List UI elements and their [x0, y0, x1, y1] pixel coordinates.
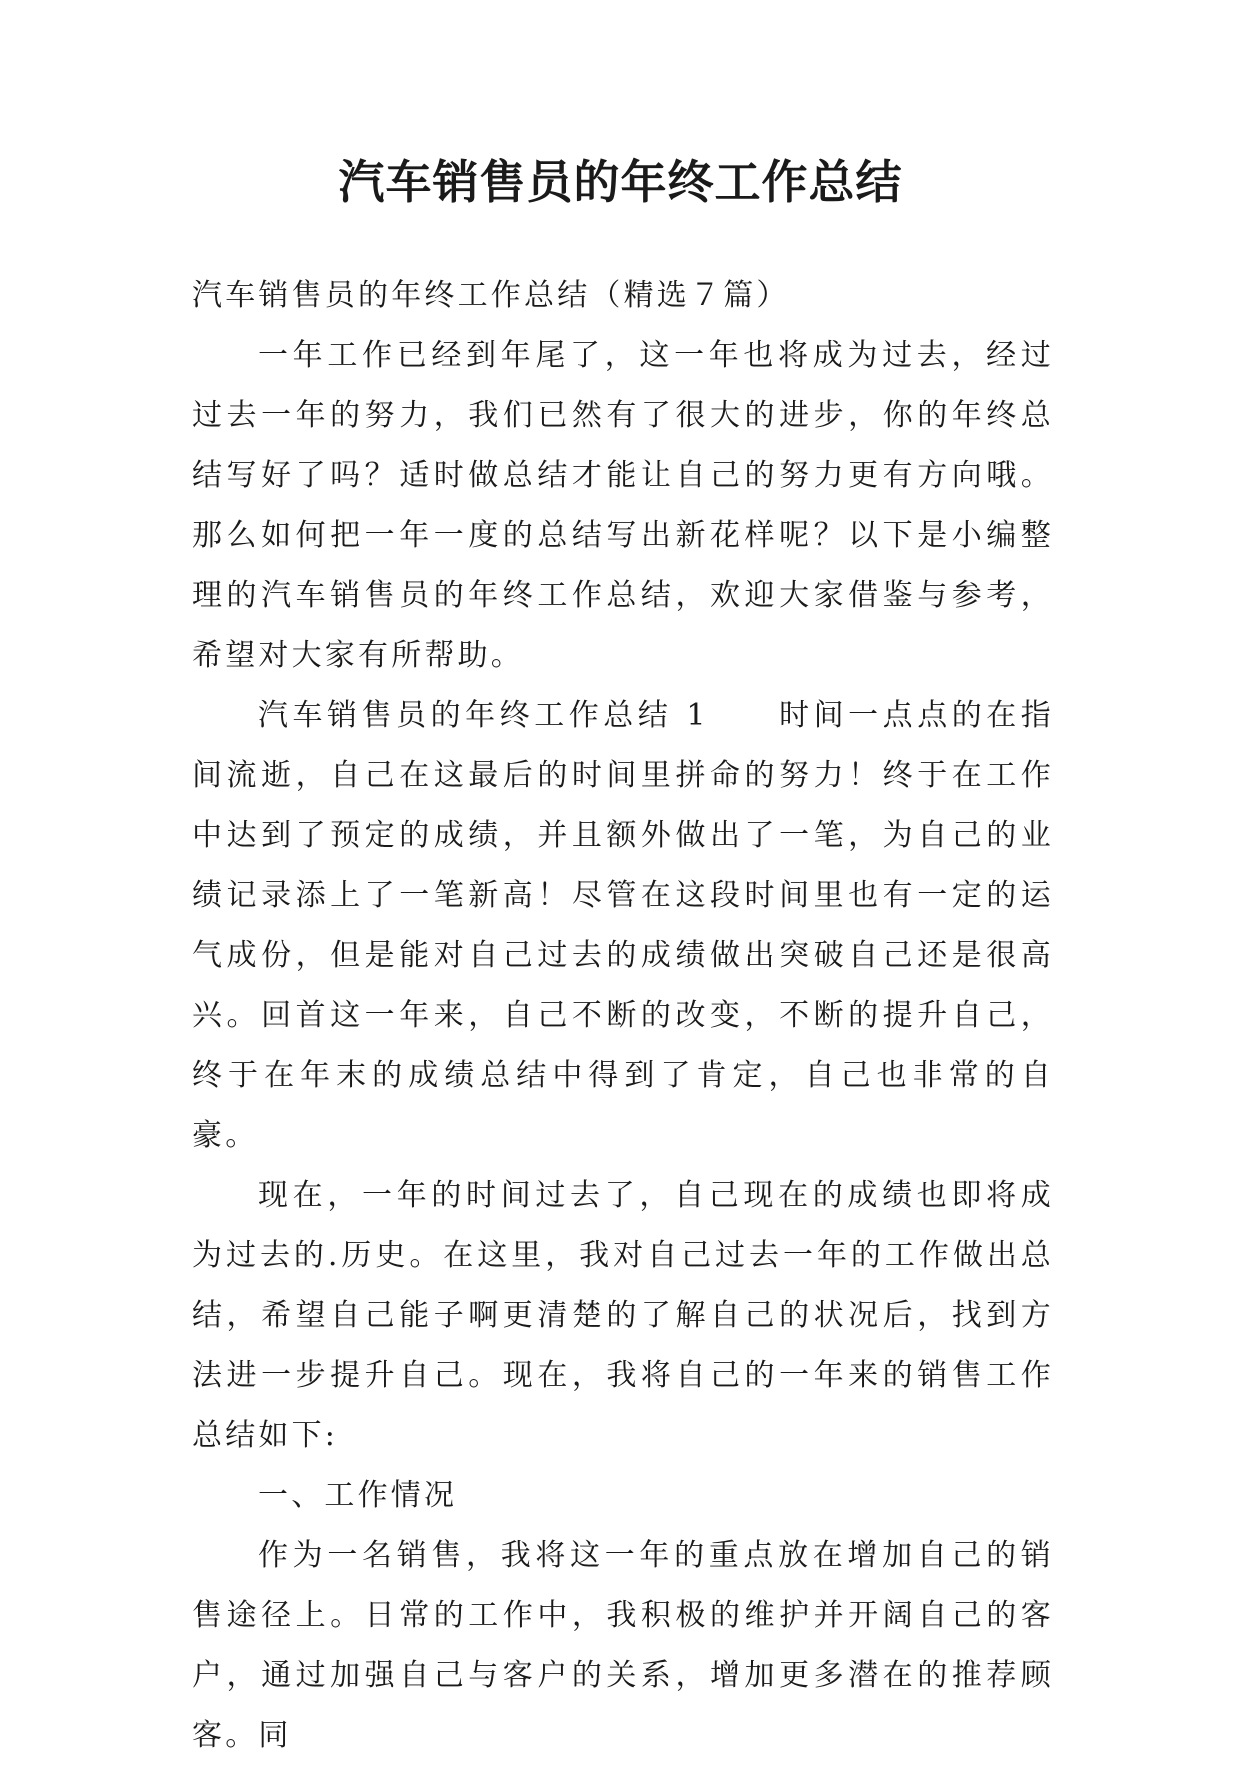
subtitle-line: 汽车销售员的年终工作总结（精选７篇）	[192, 278, 790, 313]
document-body	[192, 266, 1054, 1766]
paragraph-work: 作为一名销售，我将这一年的重点放在增加自己的销售途径上。日常的工作中，我积极的维护并开阔自己的客户，通过加强自己与客户的关系，增加更多潜在的推荐顾客。同	[192, 1538, 1054, 1753]
document-title: 汽车销售员的年终工作总结	[338, 155, 903, 209]
paragraph-intro: 一年工作已经到年尾了，这一年也将成为过去，经过过去一年的努力，我们已然有了很大的进步，你的年终总结写好了吗？适时做总结才能让自己的努力更有方向哦。那么如何把一年一度的总结写出新花样呢？以下是小编整理的汽车销售员的年终工作总结，欢迎大家借鉴与参考，希望对大家有所帮助。	[192, 338, 1054, 673]
section-heading-work: 一、工作情况	[258, 1478, 458, 1513]
paragraph-summary-1: 汽车销售员的年终工作总结 1 时间一点点的在指间流逝，自己在这最后的时间里拼命的努力！终于在工作中达到了预定的成绩，并且额外做出了一笔，为自己的业绩记录添上了一笔新高！尽管在这段时间里也有一定的运气成份，但是能对自己过去的成绩做出突破自己还是很高兴。回首这一年来，自己不断的改变，不断的提升自己，终于在年末的成绩总结中得到了肯定，自己也非常的自豪。	[192, 698, 1054, 1153]
paragraph-history: 现在，一年的时间过去了，自己现在的成绩也即将成为过去的.历史。在这里，我对自己过去一年的工作做出总结，希望自己能子啊更清楚的了解自己的状况后，找到方法进一步提升自己。现在，我将自己的一年来的销售工作总结如下:	[192, 1178, 1054, 1453]
